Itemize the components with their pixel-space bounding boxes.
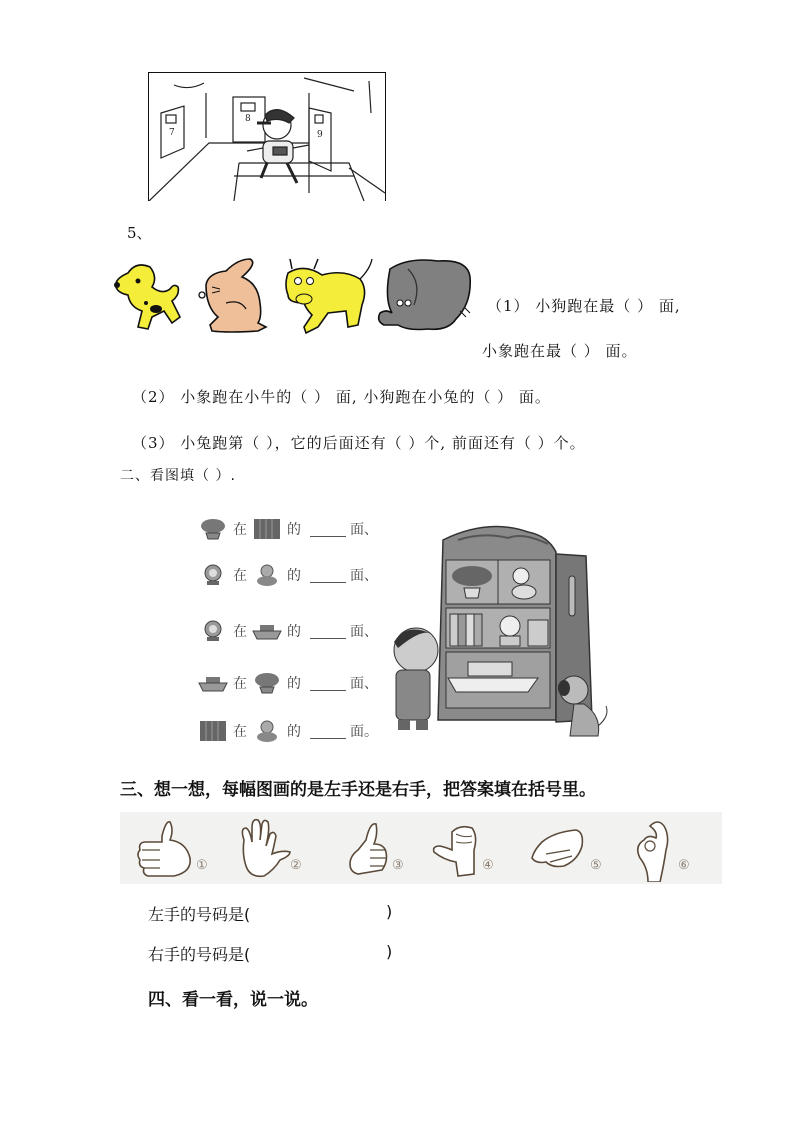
cat-toy-icon bbox=[252, 563, 282, 587]
section2-title: 二、看图填（ ）. bbox=[120, 468, 236, 484]
hand-number: ④ bbox=[482, 858, 494, 873]
close-paren: ) bbox=[386, 902, 393, 921]
hand-6 bbox=[630, 816, 722, 882]
word-in: 在 bbox=[233, 568, 247, 584]
question-number: 5、 bbox=[127, 224, 152, 242]
word-face: 面、 bbox=[350, 624, 378, 640]
thumbs-up-hand-icon bbox=[134, 816, 204, 882]
clock-icon bbox=[198, 619, 228, 643]
hand-3 bbox=[336, 816, 428, 882]
section3-title: 三、想一想，每幅图画的是左手还是右手，把答案填在括号里。 bbox=[120, 780, 596, 800]
hand-number: ① bbox=[196, 858, 208, 873]
plant-icon bbox=[198, 517, 228, 541]
hallway-illustration bbox=[148, 72, 386, 201]
right-hand-answer bbox=[148, 942, 393, 965]
door-number-7: 7 bbox=[169, 128, 175, 138]
word-face: 面。 bbox=[350, 724, 378, 740]
word-of: 的 bbox=[287, 568, 301, 584]
hand-1 bbox=[134, 816, 226, 882]
question5-part1-line2: 小象跑在最（ ） 面。 bbox=[482, 342, 638, 360]
cat-toy-icon bbox=[252, 719, 282, 743]
cabinet-illustration bbox=[388, 510, 624, 758]
word-in: 在 bbox=[233, 724, 247, 740]
word-of: 的 bbox=[287, 522, 301, 538]
hallway-drawing bbox=[149, 73, 385, 201]
word-face: 面、 bbox=[350, 522, 378, 538]
word-of: 的 bbox=[287, 724, 301, 740]
clock-icon bbox=[198, 563, 228, 587]
word-of: 的 bbox=[287, 624, 301, 640]
word-in: 在 bbox=[233, 522, 247, 538]
word-in: 在 bbox=[233, 676, 247, 692]
question5-part3: （3） 小兔跑第（ ），它的后面还有（ ）个, 前面还有（ ）个。 bbox=[132, 434, 586, 452]
word-face: 面、 bbox=[350, 676, 378, 692]
fill-row-1 bbox=[198, 514, 378, 544]
fill-row-4 bbox=[198, 668, 378, 698]
question5-part1-line1: （1） 小狗跑在最（ ） 面, bbox=[487, 297, 681, 315]
left-hand-label: 左手的号码是( bbox=[148, 905, 251, 924]
rabbit-icon bbox=[199, 259, 266, 332]
close-paren: ) bbox=[386, 942, 393, 961]
answer-blank[interactable] bbox=[310, 724, 346, 739]
svg-text:9: 9 bbox=[317, 130, 323, 140]
svg-text:8: 8 bbox=[245, 114, 251, 124]
word-in: 在 bbox=[233, 624, 247, 640]
hand-number: ⑥ bbox=[678, 858, 690, 873]
fill-row-5 bbox=[198, 716, 378, 746]
fill-row-3 bbox=[198, 616, 378, 646]
answer-blank[interactable] bbox=[310, 568, 346, 583]
question5-part2: （2） 小象跑在小牛的（ ） 面, 小狗跑在小兔的（ ） 面。 bbox=[132, 388, 551, 406]
plant-icon bbox=[252, 671, 282, 695]
pointing-hand-icon bbox=[528, 816, 598, 882]
hand-number: ② bbox=[290, 858, 302, 873]
word-face: 面、 bbox=[350, 568, 378, 584]
books-icon bbox=[252, 517, 282, 541]
hand-5 bbox=[528, 816, 620, 882]
hand-number: ⑤ bbox=[590, 858, 602, 873]
hands-illustration-strip bbox=[120, 812, 722, 884]
hand-number: ③ bbox=[392, 858, 404, 873]
elephant-icon bbox=[379, 260, 471, 330]
answer-blank[interactable] bbox=[310, 676, 346, 691]
books-icon bbox=[198, 719, 228, 743]
hand-2 bbox=[234, 816, 326, 882]
section4-title: 四、看一看，说一说。 bbox=[148, 990, 318, 1010]
word-of: 的 bbox=[287, 676, 301, 692]
hand-4 bbox=[430, 816, 522, 882]
left-hand-answer bbox=[148, 902, 393, 925]
dog-icon bbox=[114, 265, 180, 329]
cow-icon bbox=[286, 259, 372, 333]
fill-row-2 bbox=[198, 560, 378, 590]
answer-blank[interactable] bbox=[310, 522, 346, 537]
animal-race-illustration bbox=[108, 255, 478, 340]
right-hand-label: 右手的号码是( bbox=[148, 945, 251, 964]
ship-icon bbox=[252, 619, 282, 643]
ship-icon bbox=[198, 671, 228, 695]
answer-blank[interactable] bbox=[310, 624, 346, 639]
